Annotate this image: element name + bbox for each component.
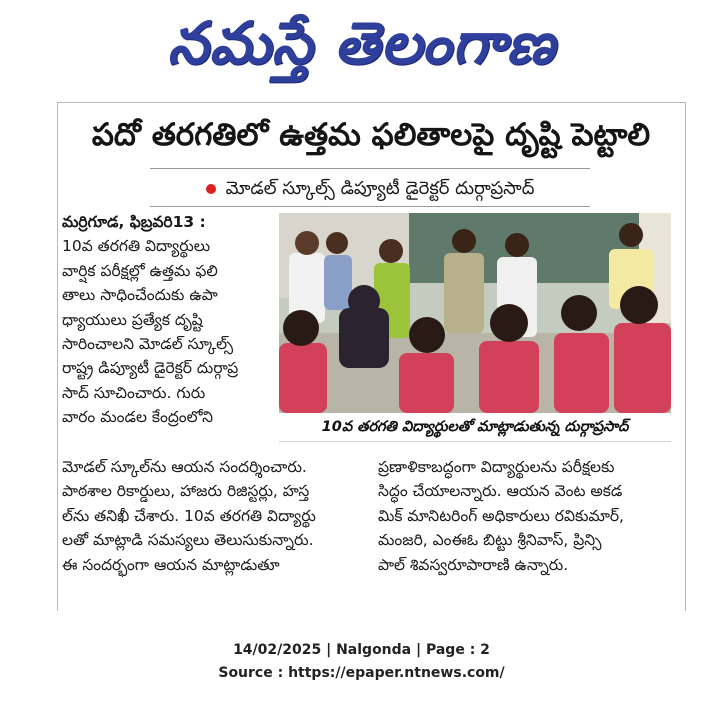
text-line: తాలు సాధించేందుకు ఉపా <box>62 286 218 305</box>
text-line: 10వ తరగతి విద్యార్థులు <box>62 237 211 256</box>
text-line: మంజరి, ఎంఈఓ బిట్టు శ్రీనివాస్, ప్రిన్సి <box>378 531 602 550</box>
text-line: ధ్యాయులు ప్రత్యేక దృష్టి <box>62 310 203 329</box>
article-column-left <box>62 210 272 430</box>
article-photo <box>279 213 671 413</box>
subhead-text: మోడల్ స్కూల్స్ డిప్యూటీ డైరెక్టర్ దుర్గాప్రసాద్ <box>225 178 535 199</box>
subhead-rule-bottom <box>150 206 590 207</box>
article-subhead <box>150 174 590 204</box>
masthead <box>0 4 723 82</box>
text-line: వార్షిక పరీక్షల్లో ఉత్తమ ఫలి <box>62 261 218 280</box>
text-line: పాఠశాల రికార్డులు, హాజరు రిజిస్టర్లు, హస్త <box>62 482 310 501</box>
bullet-icon <box>206 184 216 194</box>
text-line: పాల్ శివస్వరూపారాణి ఉన్నారు. <box>378 555 569 574</box>
subhead-rule-top <box>150 168 590 169</box>
text-line: మిక్ మానిటరింగ్ అధికారులు రవికుమార్, <box>378 506 624 525</box>
classroom-photo-illustration <box>279 213 671 413</box>
article-column-bottom-left <box>62 455 372 577</box>
article-headline: పదో తరగతిలో ఉత్తమ ఫలితాలపై దృష్టి పెట్టాలి <box>91 117 651 153</box>
text-line: సిద్ధం చేయాలన్నారు. ఆయన వెంట అకడ <box>378 482 623 501</box>
text-line: ఈ సందర్భంగా ఆయన మాట్లాడుతూ <box>62 555 280 574</box>
text-line: వారం మండల కేంద్రంలోని <box>62 408 214 427</box>
footer-source: Source : https://epaper.ntnews.com/ <box>218 665 505 681</box>
masthead-title: నమస్తే తెలంగాణ <box>167 9 556 77</box>
text-line: ప్రణాళికాబద్ధంగా విద్యార్థులను పరీక్షలకు <box>378 458 615 476</box>
footer-info: 14/02/2025 | Nalgonda | Page : 2 <box>233 642 490 658</box>
text-line: మోడల్ స్కూల్‌ను ఆయన సందర్శించారు. <box>62 458 307 476</box>
text-line: సాద్ సూచించారు. గురు <box>62 383 206 402</box>
text-line: లతో మాట్లాడి సమస్యలు తెలుసుకున్నారు. <box>62 531 314 550</box>
text-line: రాష్ట్ర డిప్యూటీ డైరెక్టర్ దుర్గాప్ర <box>62 359 239 378</box>
dateline: మర్రిగూడ, ఫిబ్రవరి13 : <box>62 213 206 231</box>
text-line: సారించాలని మోడల్ స్కూల్స్ <box>62 335 234 354</box>
photo-caption: 10వ తరగతి విద్యార్థులతో మాట్లాడుతున్న దుర్గాప్రసాద్ <box>279 413 671 442</box>
text-line: ల్‌ను తనిఖీ చేశారు. 10వ తరగతి విద్యార్థు <box>62 506 316 525</box>
article-column-right <box>378 455 678 577</box>
